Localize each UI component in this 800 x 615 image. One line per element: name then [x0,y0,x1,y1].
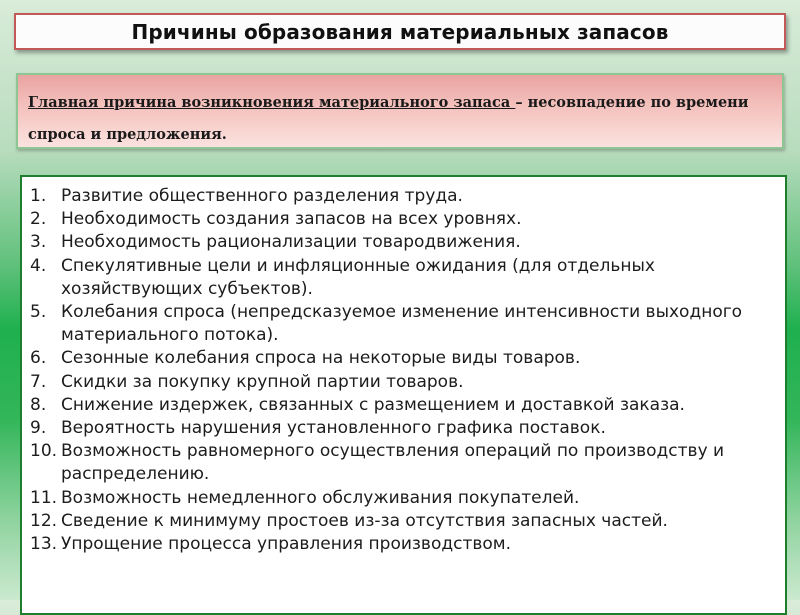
reason-text: Вероятность нарушения установленного графика поставок. [61,418,606,439]
reason-item [30,510,777,533]
reason-number: 12. [30,510,58,531]
reason-number: 7. [30,371,47,392]
reason-text: Скидки за покупку крупной партии товаров. [61,371,464,392]
reason-number: 4. [30,255,47,276]
reasons-list [30,185,777,556]
main-cause-rest: – несовпадение по времени спроса и предложения. [28,94,749,143]
slide-title: Причины образования материальных запасов [131,19,669,44]
reason-text: Необходимость рационализации товародвижения. [61,232,521,253]
reason-number: 5. [30,302,47,323]
reason-item [30,208,777,231]
reason-number: 8. [30,394,47,415]
reasons-panel [20,175,787,615]
reason-text: Упрощение процесса управления производством. [61,534,512,555]
reason-text: Развитие общественного разделения труда. [61,186,463,206]
reason-number: 1. [30,186,47,206]
reason-text: Спекулятивные цели и инфляционные ожидания (для отдельных хозяйствующих субъектов). [61,255,655,299]
reason-item [30,371,777,394]
reason-number: 10. [30,441,58,462]
reason-number: 6. [30,348,47,369]
reason-item [30,487,777,510]
reason-number: 11. [30,487,58,508]
reason-number: 9. [30,418,47,439]
reason-text: Возможность равномерного осуществления операций по производству и распределению. [61,441,725,485]
reason-text: Колебания спроса (непредсказуемое изменение интенсивности выходного материального потока). [61,302,743,346]
reason-item [30,301,777,347]
reason-number: 3. [30,232,47,253]
reason-item [30,394,777,417]
main-cause-callout [16,73,784,149]
reason-item [30,347,777,370]
reason-item [30,533,777,556]
reason-text: Сведение к минимуму простоев из-за отсутствия запасных частей. [61,510,668,531]
reason-text: Сезонные колебания спроса на некоторые виды товаров. [61,348,581,369]
reason-text: Снижение издержек, связанных с размещением и доставкой заказа. [61,394,685,415]
main-cause-lead: Главная причина возникновения материального запаса [28,94,516,111]
reason-item [30,255,777,301]
reason-number: 13. [30,534,58,555]
reason-number: 2. [30,209,47,230]
main-cause-text [28,87,772,151]
reason-item [30,440,777,486]
reason-item [30,231,777,254]
reason-item [30,185,777,208]
reason-text: Необходимость создания запасов на всех уровнях. [61,209,522,230]
reason-text: Возможность немедленного обслуживания покупателей. [61,487,580,508]
slide-title-box [14,13,786,50]
reason-item [30,417,777,440]
